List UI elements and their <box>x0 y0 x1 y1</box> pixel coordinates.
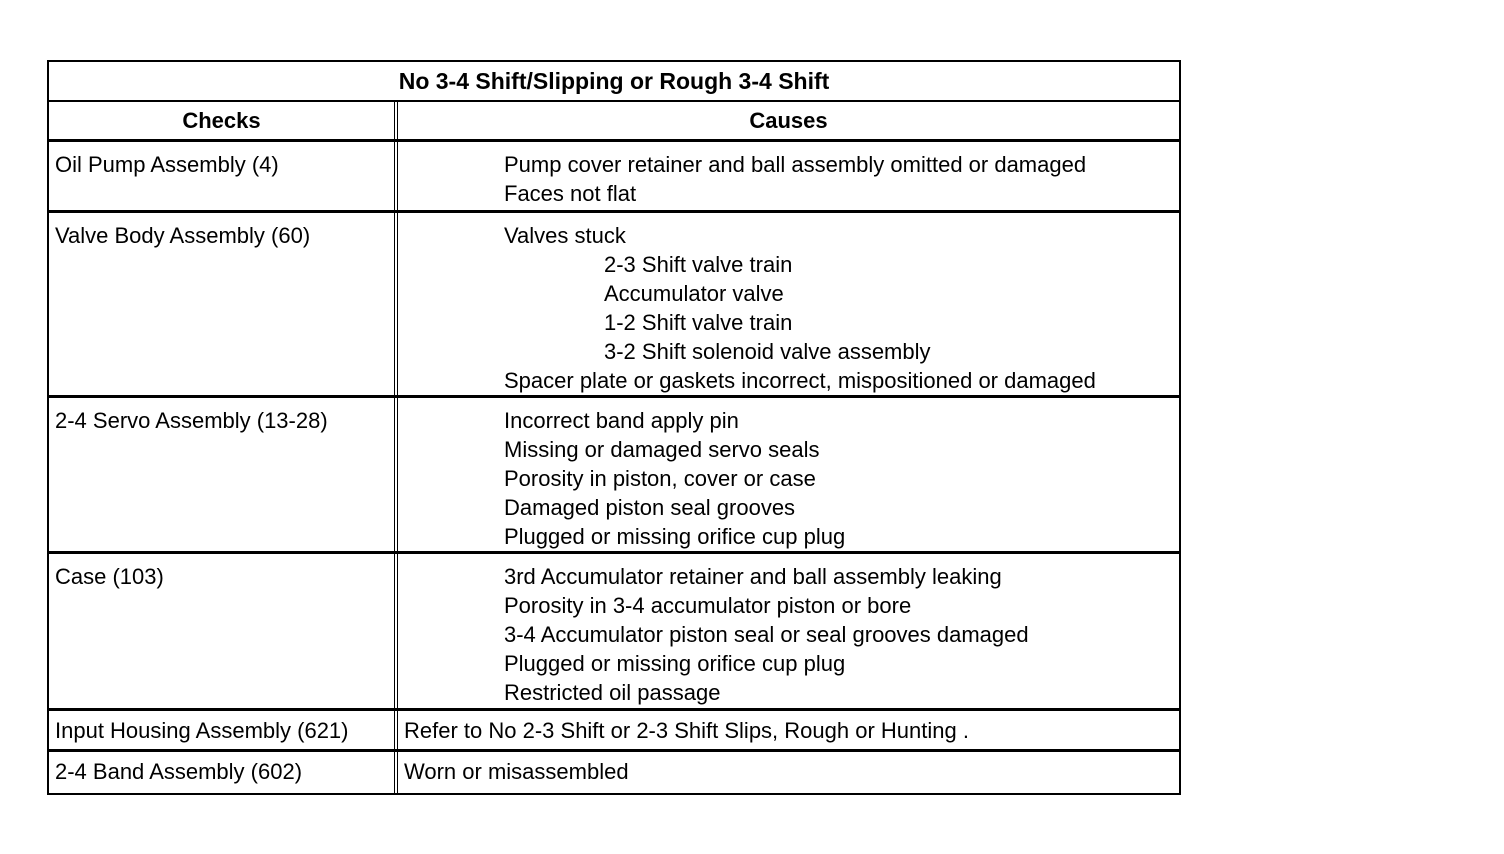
table-row <box>49 711 1179 752</box>
table-title: No 3-4 Shift/Slipping or Rough 3-4 Shift <box>49 62 1179 102</box>
diagnosis-table <box>47 60 1181 795</box>
cause-line: Missing or damaged servo seals <box>504 437 820 462</box>
table-row <box>49 398 1179 554</box>
cause-line: Porosity in 3-4 accumulator piston or bore <box>504 593 912 618</box>
table-header-row <box>49 102 1179 142</box>
cause-subline: 1-2 Shift valve train <box>604 310 793 335</box>
cause-line: Refer to No 2-3 Shift or 2-3 Shift Slips, Rough or Hunting . <box>404 718 969 743</box>
cause-line: Pump cover retainer and ball assembly omitted or damaged <box>504 152 1087 177</box>
causes-cell <box>398 711 1179 749</box>
table-row <box>49 752 1179 793</box>
cause-line: Valves stuck <box>504 223 626 248</box>
check-cell: 2-4 Servo Assembly (13-28) <box>49 398 395 551</box>
cause-subline: Accumulator valve <box>604 281 784 306</box>
check-cell: Valve Body Assembly (60) <box>49 213 395 395</box>
check-cell: Input Housing Assembly (621) <box>49 711 395 749</box>
cause-line: Damaged piston seal grooves <box>504 495 796 520</box>
table-row <box>49 554 1179 711</box>
cause-line: 3rd Accumulator retainer and ball assembly leaking <box>504 564 1002 589</box>
cause-line: Restricted oil passage <box>504 680 721 705</box>
cause-line: Incorrect band apply pin <box>504 408 739 433</box>
causes-cell <box>398 142 1179 210</box>
cause-line: Spacer plate or gaskets incorrect, mispositioned or damaged <box>504 368 1096 393</box>
cause-line: Porosity in piston, cover or case <box>504 466 816 491</box>
causes-cell <box>398 554 1179 708</box>
cause-line: Plugged or missing orifice cup plug <box>504 524 846 549</box>
cause-line: 3-4 Accumulator piston seal or seal grooves damaged <box>504 622 1029 647</box>
causes-cell <box>398 213 1179 395</box>
causes-cell <box>398 752 1179 793</box>
checks-column-header: Checks <box>49 102 395 139</box>
check-cell: Oil Pump Assembly (4) <box>49 142 395 210</box>
cause-line: Worn or misassembled <box>404 759 629 784</box>
table-row <box>49 213 1179 398</box>
cause-line: Plugged or missing orifice cup plug <box>504 651 846 676</box>
cause-subline: 2-3 Shift valve train <box>604 252 793 277</box>
cause-subline: 3-2 Shift solenoid valve assembly <box>604 339 931 364</box>
check-cell: 2-4 Band Assembly (602) <box>49 752 395 793</box>
cause-line: Faces not flat <box>504 181 637 206</box>
check-cell: Case (103) <box>49 554 395 708</box>
causes-column-header: Causes <box>749 108 828 133</box>
causes-cell <box>398 398 1179 551</box>
table-row <box>49 142 1179 213</box>
